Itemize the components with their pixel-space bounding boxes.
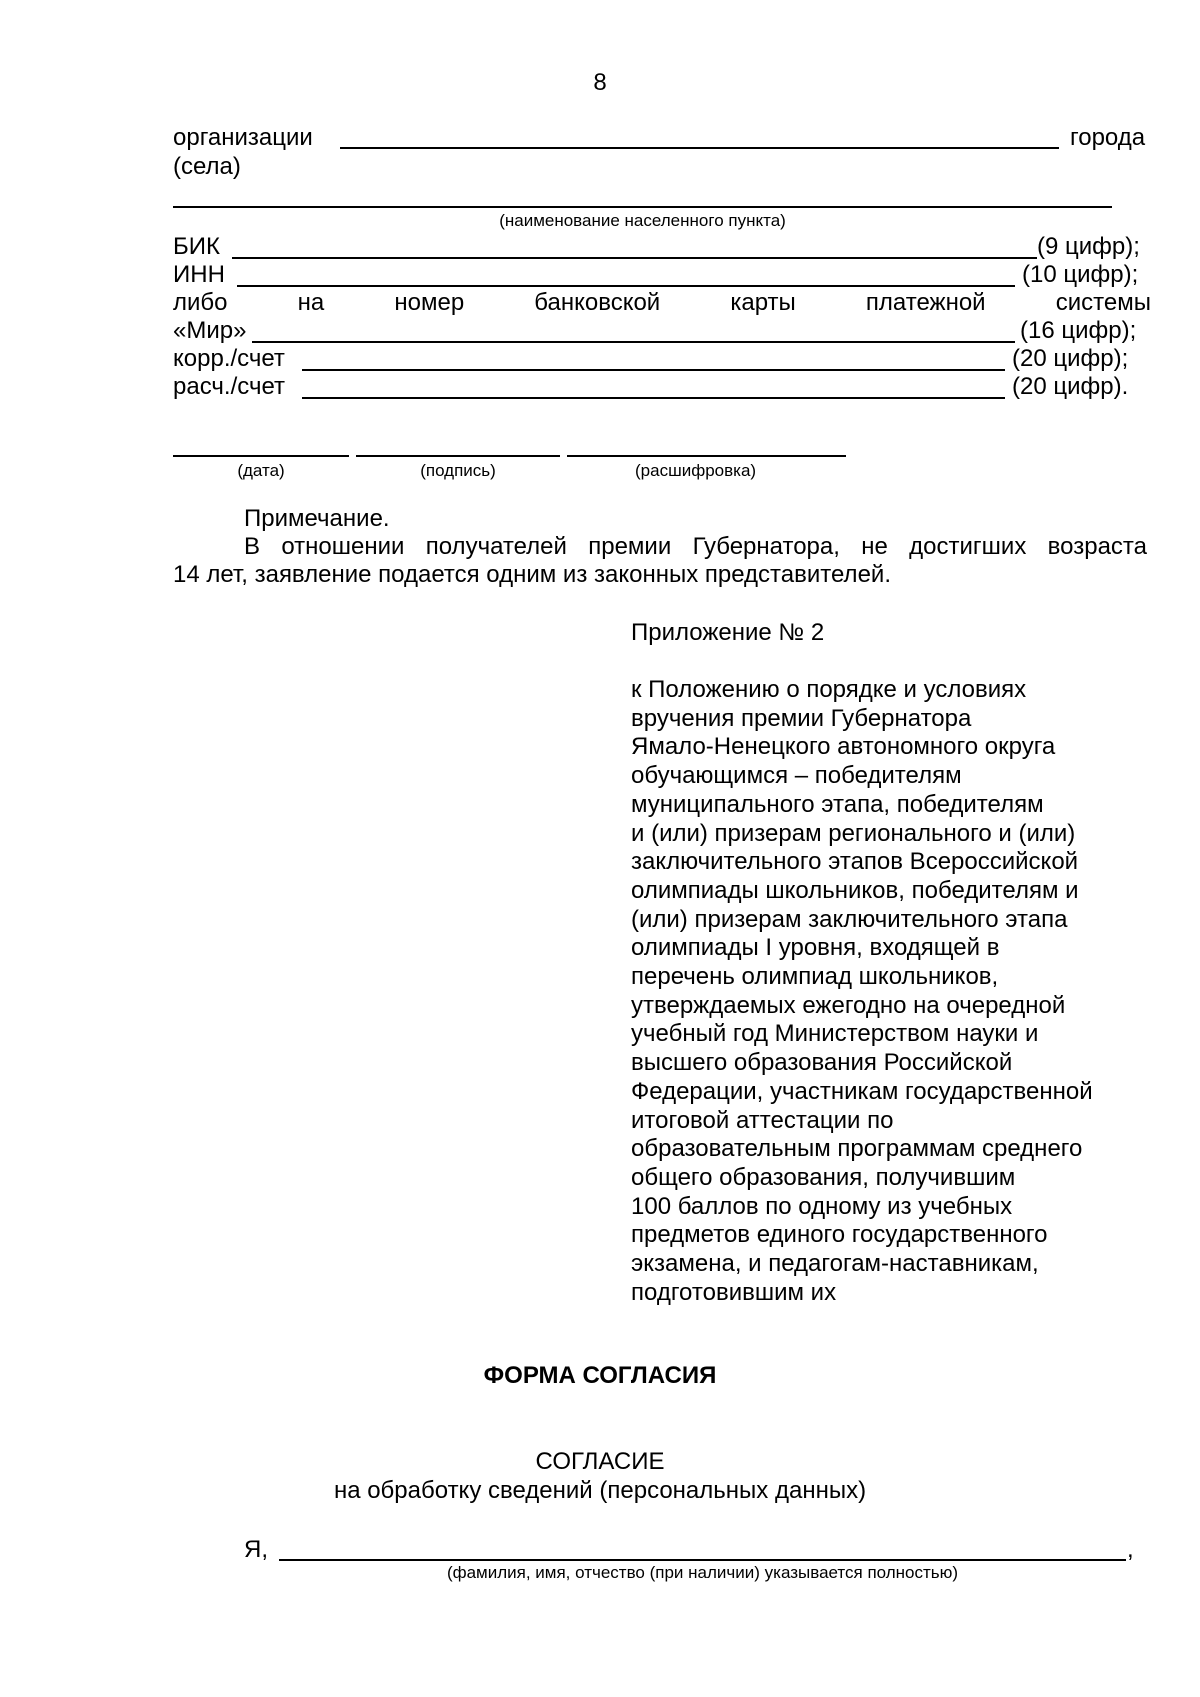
appendix-line: высшего образования Российской	[631, 1049, 1013, 1077]
mir-blank[interactable]	[252, 341, 1015, 343]
appendix-line: муниципального этапа, победителям	[631, 790, 1044, 818]
card-word: банковской	[534, 289, 661, 316]
card-word: системы	[1055, 289, 1151, 316]
decode-hint: (расшифровка)	[635, 461, 757, 480]
date-hint: (дата)	[237, 461, 285, 480]
consent-subtitle: на обработку сведений (персональных данных)	[333, 1477, 867, 1504]
card-word: либо	[173, 289, 228, 316]
note-line-2: 14 лет, заявление подается одним из законных представителей.	[173, 561, 891, 588]
settlement-blank[interactable]	[173, 206, 1112, 208]
card-word: платежной	[865, 289, 986, 316]
appendix-line: 100 баллов по одному из учебных	[631, 1192, 1013, 1220]
settlement-hint: (наименование населенного пункта)	[499, 211, 786, 230]
appendix-line: предметов единого государственного	[631, 1221, 1048, 1249]
signature-blank[interactable]	[356, 455, 560, 457]
mir-suffix: (16 цифр);	[1020, 317, 1137, 344]
bik-label: БИК	[173, 233, 220, 260]
consent-title: СОГЛАСИЕ	[535, 1448, 665, 1475]
korr-label: корр./счет	[173, 345, 285, 372]
appendix-line: утверждаемых ежегодно на очередной	[631, 991, 1066, 1019]
i-label: Я,	[244, 1536, 268, 1563]
appendix-line: олимпиады школьников, победителям и	[631, 876, 1079, 904]
appendix-line: Ямало-Ненецкого автономного округа	[631, 733, 1056, 761]
inn-label: ИНН	[173, 261, 225, 288]
name-blank[interactable]	[279, 1559, 1126, 1561]
appendix-line: подготовившим их	[631, 1278, 837, 1306]
date-blank[interactable]	[173, 455, 349, 457]
appendix-line: (или) призерам заключительного этапа	[631, 905, 1068, 933]
rasch-blank[interactable]	[302, 397, 1005, 399]
appendix-title: Приложение № 2	[631, 619, 825, 646]
card-word: карты	[730, 289, 796, 316]
note-line-1: В отношении получателей премии Губернатора, не достигших возраста	[244, 533, 1147, 560]
city-label: города	[1070, 124, 1146, 151]
rasch-suffix: (20 цифр).	[1012, 373, 1129, 400]
appendix-text	[631, 676, 1093, 1307]
page-number: 8	[593, 69, 607, 96]
bik-blank[interactable]	[232, 257, 1037, 259]
card-line	[173, 289, 1151, 317]
village-label: (села)	[173, 153, 241, 180]
appendix-line: общего образования, получившим	[631, 1163, 1016, 1191]
inn-suffix: (10 цифр);	[1022, 261, 1139, 288]
appendix-line: учебный год Министерством науки и	[631, 1020, 1039, 1048]
korr-suffix: (20 цифр);	[1012, 345, 1129, 372]
bik-suffix: (9 цифр);	[1037, 233, 1140, 260]
appendix-line: перечень олимпиад школьников,	[631, 963, 999, 991]
decode-blank[interactable]	[567, 455, 846, 457]
appendix-line: итоговой аттестации по	[631, 1106, 894, 1134]
korr-blank[interactable]	[302, 369, 1005, 371]
mir-label: «Мир»	[173, 317, 247, 344]
name-comma: ,	[1127, 1536, 1134, 1563]
appendix-line: и (или) призерам регионального и (или)	[631, 819, 1076, 847]
appendix-line: образовательным программам среднего	[631, 1135, 1083, 1163]
name-hint: (фамилия, имя, отчество (при наличии) указывается полностью)	[446, 1563, 959, 1582]
appendix-line: экзамена, и педагогам-наставникам,	[631, 1250, 1039, 1278]
appendix-line: обучающимся – победителям	[631, 762, 962, 790]
appendix-line: олимпиады I уровня, входящей в	[631, 934, 1000, 962]
card-word: номер	[394, 289, 465, 316]
appendix-line: Федерации, участникам государственной	[631, 1077, 1093, 1105]
appendix-line: заключительного этапов Всероссийской	[631, 848, 1079, 876]
note-title: Примечание.	[244, 505, 390, 532]
org-blank[interactable]	[340, 147, 1059, 149]
signature-hint: (подпись)	[420, 461, 496, 480]
appendix-line: вручения премии Губернатора	[631, 704, 972, 732]
rasch-label: расч./счет	[173, 373, 286, 400]
inn-blank[interactable]	[237, 285, 1015, 287]
org-label: организации	[173, 124, 313, 151]
card-word: на	[297, 289, 325, 316]
appendix-line: к Положению о порядке и условиях	[631, 676, 1027, 703]
form-title: ФОРМА СОГЛАСИЯ	[483, 1362, 717, 1389]
